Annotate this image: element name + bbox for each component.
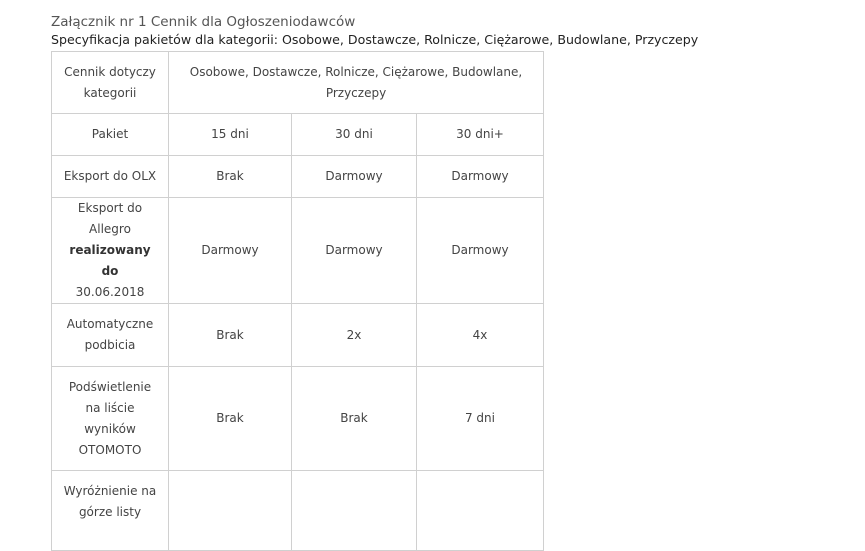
row-label-cell [52, 304, 169, 367]
category-value-line: Przyczepy [325, 85, 387, 100]
value-cell: Darmowy [292, 156, 417, 198]
table-row-highlight [52, 367, 544, 471]
row-label-cell [52, 367, 169, 471]
row-label-cell [52, 198, 169, 304]
row-label-line: Eksport do [77, 201, 143, 215]
row-label-line: na liście [85, 400, 135, 415]
row-label-line: Automatyczne [66, 317, 154, 331]
value-cell: Brak [169, 156, 292, 198]
value-cell: Brak [292, 367, 417, 471]
value-cell: 4x [417, 304, 544, 367]
package-30-cell: 30 dni [292, 114, 417, 156]
table-row-package [52, 114, 544, 156]
row-label-line: wyników [84, 421, 136, 436]
heading-block [51, 13, 851, 49]
row-label-cell [52, 156, 169, 198]
table-row-featured [52, 471, 544, 551]
value-cell: Darmowy [417, 198, 544, 304]
table-row-auto-bumps [52, 304, 544, 367]
row-label-line: Podświetlenie [68, 379, 152, 394]
package-30plus-cell: 30 dni+ [417, 114, 544, 156]
document-subtitle: Specyfikacja pakietów dla kategorii: Osobowe, Dostawcze, Rolnicze, Ciężarowe, Budowlane, Przyczepy [51, 32, 699, 47]
row-label-line: OTOMOTO [78, 442, 142, 457]
category-label-line: Cennik dotyczy [64, 64, 156, 79]
value-cell [169, 471, 292, 551]
document-title: Załącznik nr 1 Cennik dla Ogłoszeniodawców [51, 14, 356, 30]
pricing-table [51, 51, 544, 551]
category-label-line: kategorii [83, 85, 137, 100]
row-label-bold-line: realizowany do [69, 243, 151, 278]
value-cell: Brak [169, 367, 292, 471]
package-label-cell: Pakiet [52, 114, 169, 156]
value-cell [292, 471, 417, 551]
row-label-line: podbicia [84, 338, 136, 352]
table-row-olx-export [52, 156, 544, 198]
row-label-cell [52, 471, 169, 551]
value-cell: Darmowy [169, 198, 292, 304]
category-value-line: Osobowe, Dostawcze, Rolnicze, Ciężarowe, Budowlane, [189, 64, 523, 79]
package-15-cell: 15 dni [169, 114, 292, 156]
row-label-line: górze listy [78, 505, 142, 519]
row-label-line: Eksport do OLX [63, 169, 157, 183]
row-label-line: Allegro [89, 222, 131, 236]
table-row-allegro-export [52, 198, 544, 304]
category-label-cell [52, 52, 169, 114]
row-label-line: 30.06.2018 [75, 285, 145, 299]
value-cell: 2x [292, 304, 417, 367]
value-cell: Darmowy [417, 156, 544, 198]
value-cell [417, 471, 544, 551]
table-row-category [52, 52, 544, 114]
category-value-cell [169, 52, 544, 114]
value-cell: Brak [169, 304, 292, 367]
value-cell: Darmowy [292, 198, 417, 304]
row-label-line: Wyróżnienie na [63, 484, 157, 498]
value-cell: 7 dni [417, 367, 544, 471]
